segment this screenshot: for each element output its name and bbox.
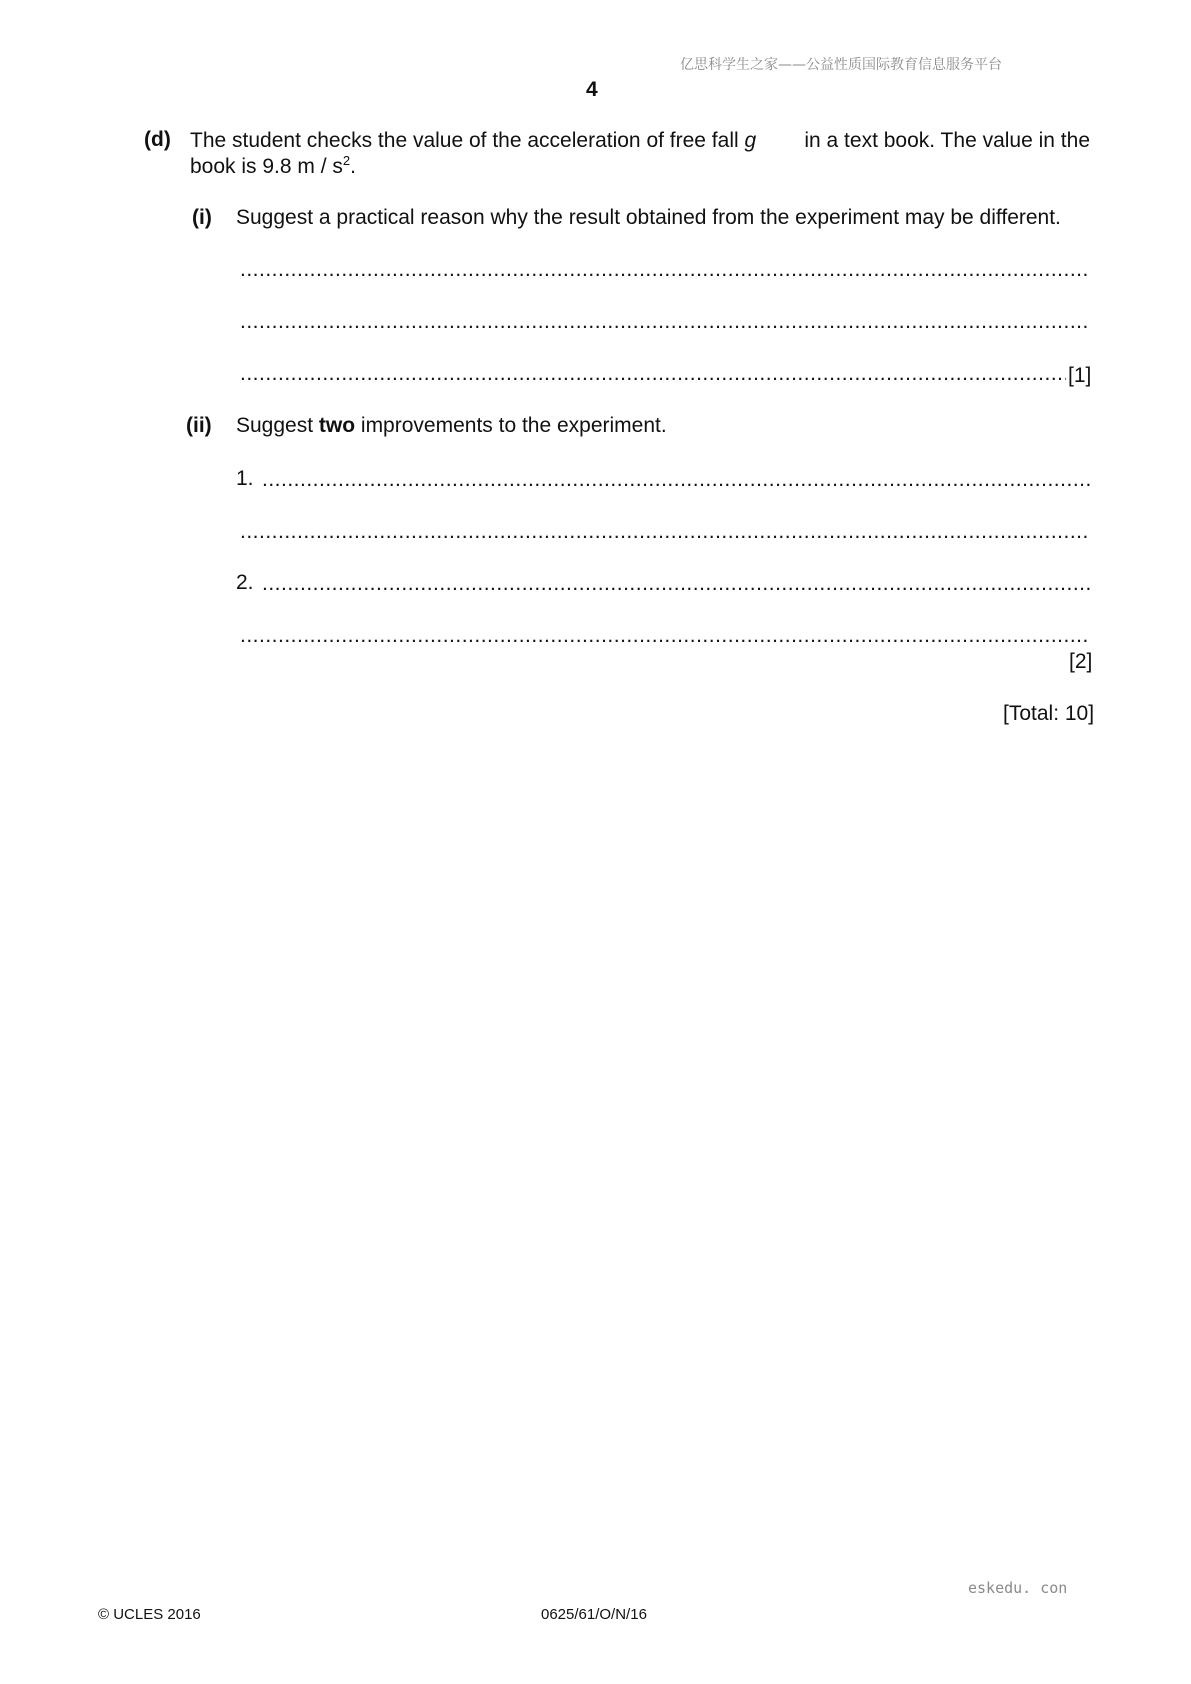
- part-ii-question: Suggest two improvements to the experiment.: [236, 414, 667, 437]
- total-marks: [Total: 10]: [1003, 702, 1095, 725]
- answer-line-i-1[interactable]: [240, 258, 1090, 284]
- improvement-2-label: 2.: [236, 571, 254, 594]
- answer-line-ii-2b[interactable]: [240, 624, 1090, 650]
- part-ii-label: (ii): [186, 414, 212, 437]
- question-d-text: The student checks the value of the acceleration of free fall g in a text book. The value in the book is 9.8 m / $s^2$.: [190, 129, 1090, 178]
- page-number: 4: [586, 78, 598, 101]
- mark-part-ii: [2]: [1069, 650, 1093, 673]
- footer-paper-code: 0625/61/O/N/16: [541, 1606, 647, 1623]
- question-d-label: (d): [144, 128, 171, 151]
- answer-line-i-3[interactable]: [240, 362, 1066, 388]
- answer-line-ii-1b[interactable]: [240, 520, 1090, 546]
- watermark-header: 亿思科学生之家——公益性质国际教育信息服务平台: [680, 57, 1002, 73]
- footer-copyright: © UCLES 2016: [98, 1606, 201, 1623]
- part-i-question: Suggest a practical reason why the result obtained from the experiment may be different.: [236, 206, 1061, 229]
- improvement-1-label: 1.: [236, 467, 254, 490]
- watermark-footer: eskedu. con: [968, 1579, 1068, 1597]
- answer-line-i-2[interactable]: [240, 310, 1090, 336]
- answer-line-ii-2a[interactable]: [262, 572, 1090, 598]
- answer-line-ii-1a[interactable]: [262, 468, 1090, 494]
- mark-part-i: [1]: [1068, 364, 1092, 387]
- part-i-label: (i): [192, 206, 212, 229]
